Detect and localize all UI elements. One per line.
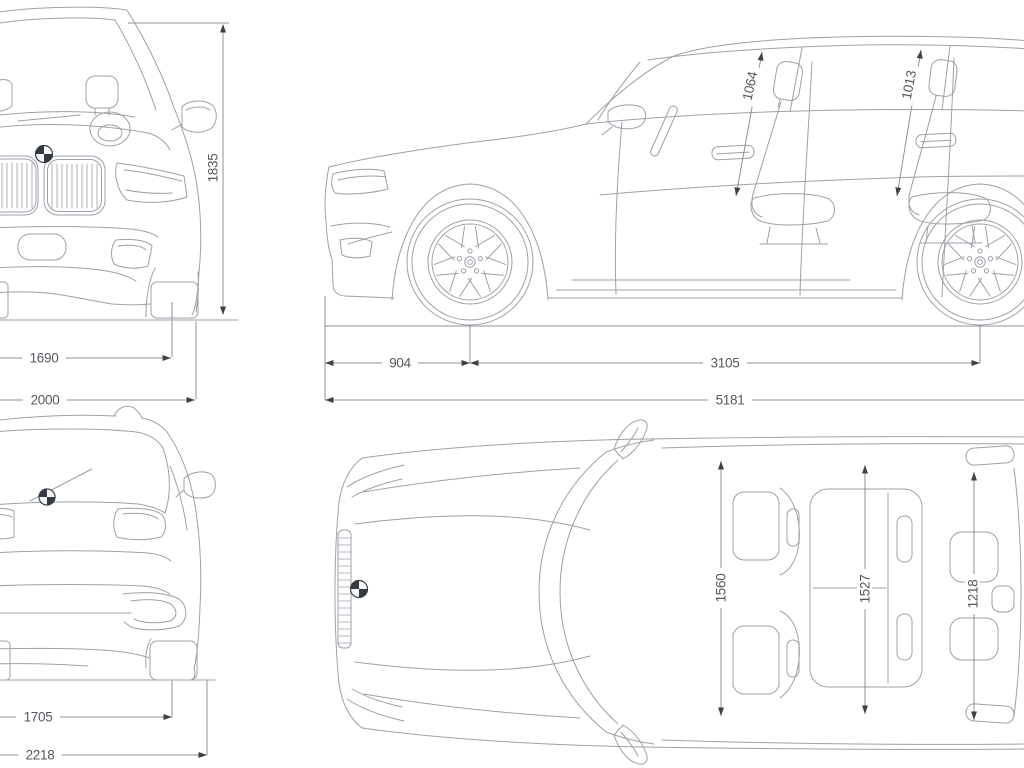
front-view (0, 0, 260, 410)
front-plate-recess (18, 234, 66, 260)
top-dimension-arrows (718, 461, 977, 720)
rear-dimension-arrows (164, 714, 208, 758)
wheels (407, 199, 1024, 325)
bmw-roundel-icon (36, 146, 53, 163)
dim-label-overhang: 904 (389, 355, 411, 371)
dim-label-row1: 1560 (713, 573, 729, 603)
a-pillar-trim (649, 105, 678, 158)
side-dimension-lines (325, 50, 1024, 400)
dim-label-interior-rear: 1013 (898, 69, 920, 101)
dim-label-track: 1690 (29, 350, 59, 366)
top-car-outline (335, 420, 1024, 764)
top-grille (338, 530, 351, 648)
dimension-width-mirrors (18, 747, 62, 763)
door-mirror (614, 420, 647, 764)
front-door-handle (712, 145, 755, 160)
side-car-outline (325, 36, 1024, 300)
top-view (330, 415, 1024, 768)
dim-label-width-mirrors: 2218 (25, 747, 55, 763)
taillight (0, 508, 166, 539)
bmw-roundel-icon (351, 581, 368, 598)
front-wheel (407, 199, 533, 325)
dimension-overall-length (708, 392, 752, 408)
dim-label-rear-track: 1705 (23, 709, 53, 725)
headlight (116, 163, 187, 202)
dim-label-row2: 1527 (857, 574, 873, 604)
bmw-roundel-icon (39, 489, 55, 505)
antenna-fin (114, 406, 142, 418)
rear-wheel (917, 199, 1024, 325)
front-car-outline (0, 7, 238, 320)
door-mirror (172, 101, 216, 132)
front-seat (751, 60, 835, 244)
dimension-overall-height (205, 148, 221, 188)
side-view (300, 20, 1024, 415)
rear-wheel (150, 641, 197, 680)
dimension-rear-track (16, 709, 60, 725)
dim-label-wheelbase: 3105 (710, 355, 740, 371)
dim-label-length: 5181 (715, 392, 745, 408)
dim-label-width: 2000 (30, 392, 60, 408)
top-dimension-lines (721, 461, 974, 720)
dim-label-interior-front: 1064 (739, 70, 761, 102)
side-dimension-arrows (325, 50, 980, 403)
dimension-shoulder-row3 (965, 574, 981, 614)
front-wheel (151, 282, 198, 318)
rear-car-outline (0, 406, 215, 680)
rear-view (0, 405, 260, 768)
dimension-wheelbase (703, 355, 747, 371)
dimension-interior-height-front (738, 65, 761, 107)
door-mirror (176, 472, 215, 498)
kidney-grille (0, 156, 105, 215)
dim-label-row3: 1218 (965, 579, 981, 609)
third-row-seats (950, 445, 1015, 723)
headrest (86, 76, 118, 108)
dimension-shoulder-row1 (713, 568, 729, 608)
dimension-interior-height-rear (897, 64, 920, 106)
dimension-shoulder-row2 (857, 569, 873, 609)
dimension-front-overhang (382, 355, 418, 371)
headlight (332, 169, 388, 194)
windshield (539, 452, 606, 732)
dim-label-height: 1835 (205, 153, 221, 183)
dimension-front-track (22, 350, 66, 366)
front-seats (733, 488, 799, 698)
